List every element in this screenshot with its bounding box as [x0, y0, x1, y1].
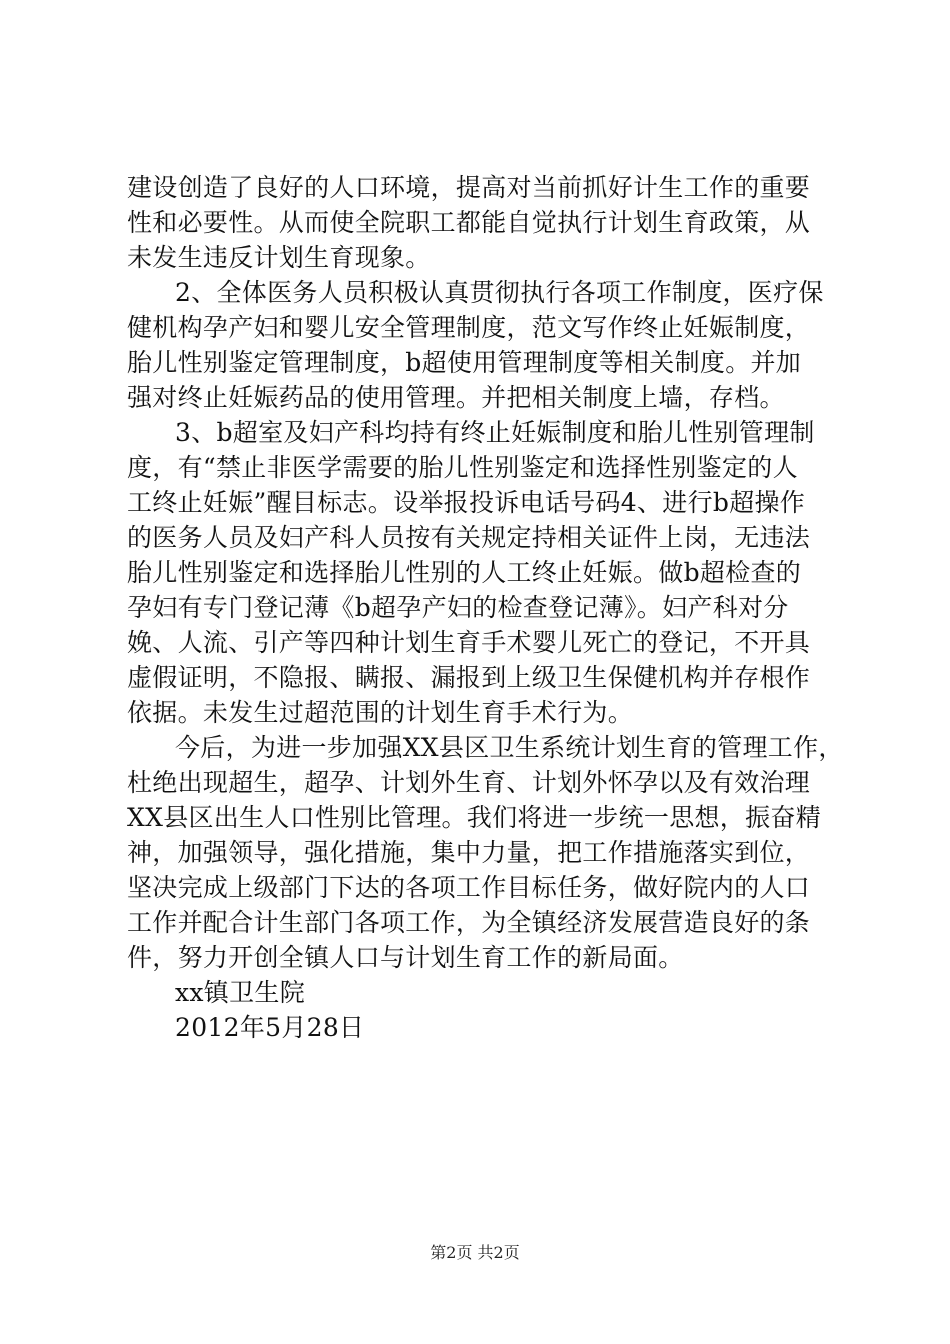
page-number-footer: 第2页 共2页 — [430, 1243, 520, 1262]
text-line: 强对终止妊娠药品的使用管理。并把相关制度上墙，存档。 — [127, 383, 785, 412]
text-line: 今后，为进一步加强XX县区卫生系统计划生育的管理工作， — [175, 733, 844, 762]
text-line: 工作并配合计生部门各项工作，为全镇经济发展营造良好的条 — [127, 908, 811, 937]
text-line: 娩、人流、引产等四种计划生育手术婴儿死亡的登记，不开具 — [127, 628, 811, 657]
text-line: XX县区出生人口性别比管理。我们将进一步统一思想，振奋精 — [127, 803, 821, 832]
text-line: 2012年5月28日 — [175, 1013, 365, 1042]
text-line: 件，努力开创全镇人口与计划生育工作的新局面。 — [127, 943, 684, 972]
text-line: 未发生违反计划生育现象。 — [127, 243, 431, 272]
text-line: 依据。未发生过超范围的计划生育手术行为。 — [127, 698, 634, 727]
text-line: 杜绝出现超生，超孕、计划外生育、计划外怀孕以及有效治理 — [127, 768, 811, 797]
text-line: 建设创造了良好的人口环境，提高对当前抓好计生工作的重要 — [127, 173, 811, 202]
text-line: 度，有“禁止非医学需要的胎儿性别鉴定和选择性别鉴定的人 — [127, 453, 798, 482]
text-line: 孕妇有专门登记薄《b超孕产妇的检查登记薄》。妇产科对分 — [127, 593, 789, 622]
document-body — [127, 170, 844, 1045]
text-line: 虚假证明，不隐报、瞒报、漏报到上级卫生保健机构并存根作 — [127, 663, 811, 692]
text-line: 胎儿性别鉴定和选择胎儿性别的人工终止妊娠。做b超检查的 — [127, 558, 802, 587]
text-line: 3、b超室及妇产科均持有终止妊娠制度和胎儿性别管理制 — [175, 418, 815, 447]
text-line: 健机构孕产妇和婴儿安全管理制度，范文写作终止妊娠制度， — [127, 313, 811, 342]
text-line: 的医务人员及妇产科人员按有关规定持相关证件上岗，无违法 — [127, 523, 811, 552]
text-line: 神，加强领导，强化措施，集中力量，把工作措施落实到位， — [127, 838, 811, 867]
text-line: 性和必要性。从而使全院职工都能自觉执行计划生育政策，从 — [127, 208, 811, 237]
text-line: 2、全体医务人员积极认真贯彻执行各项工作制度，医疗保 — [175, 278, 824, 307]
text-line: 工终止妊娠”醒目标志。设举报投诉电话号码4、进行b超操作 — [127, 488, 806, 517]
text-line: 坚决完成上级部门下达的各项工作目标任务，做好院内的人口 — [127, 873, 811, 902]
text-line: 胎儿性别鉴定管理制度，b超使用管理制度等相关制度。并加 — [127, 348, 802, 377]
text-line: xx镇卫生院 — [175, 978, 305, 1007]
